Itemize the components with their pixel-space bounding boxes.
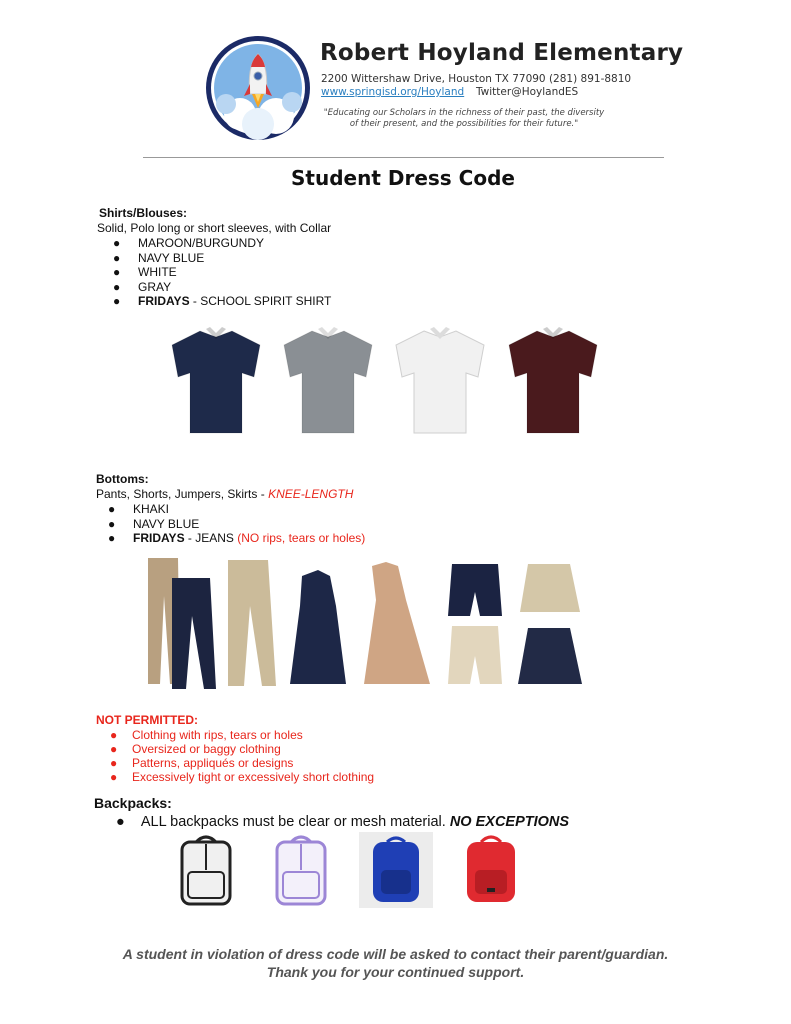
list-item: ● KHAKI (108, 502, 170, 516)
school-address: 2200 Wittershaw Drive, Houston TX 77090 (281) 891-8810 (321, 73, 632, 85)
bottoms-section (96, 472, 365, 546)
red-mesh-backpack-icon (455, 832, 527, 908)
website-link[interactable]: www.springisd.org/Hoyland (321, 86, 465, 98)
list-item: ● Oversized or baggy clothing (110, 742, 281, 756)
page-title: Student Dress Code (291, 166, 515, 190)
not-permitted-list (95, 728, 374, 784)
school-motto (316, 108, 612, 130)
bottoms-color-list (96, 502, 365, 546)
list-item: ● Patterns, appliqués or designs (110, 756, 294, 770)
not-permitted-heading: NOT PERMITTED: (96, 713, 198, 727)
list-item: ● Excessively tight or excessively short clothing (110, 770, 375, 784)
list-item: ● Clothing with rips, tears or holes (110, 728, 303, 742)
header-divider (143, 157, 664, 158)
list-item: ● WHITE (113, 265, 177, 279)
school-name: Robert Hoyland Elementary (320, 40, 684, 66)
shirts-color-list (101, 236, 331, 309)
list-item: ● GRAY (113, 279, 172, 294)
white-polo-shirt-icon (394, 325, 486, 437)
list-item: ● NAVY BLUE (113, 250, 205, 265)
footer-line-2: Thank you for your continued support. (266, 964, 525, 980)
motto-line-2: of their present, and the possibilities for their future." (349, 119, 579, 129)
uniform-bottoms-icon (140, 556, 592, 691)
shirts-section (99, 206, 331, 309)
list-item: ● FRIDAYS - JEANS (NO rips, tears or holes) (108, 531, 366, 545)
navy-polo-shirt-icon (170, 325, 262, 437)
footer-note (0, 945, 791, 981)
gray-polo-shirt-icon (282, 325, 374, 437)
bottoms-heading: Bottoms: (96, 472, 149, 486)
list-item: ● NAVY BLUE (108, 516, 200, 531)
list-item: ● FRIDAYS - SCHOOL SPIRIT SHIRT (113, 294, 332, 308)
clear-purple-backpack-icon (265, 832, 337, 908)
knee-length-note: KNEE-LENGTH (268, 487, 354, 501)
blue-mesh-backpack-icon (359, 832, 433, 908)
motto-line-1: "Educating our Scholars in the richness of their past, the diversity (323, 108, 605, 118)
maroon-polo-shirt-icon (507, 325, 599, 437)
list-item: ● MAROON/BURGUNDY (113, 236, 265, 250)
no-exceptions-emphasis: NO EXCEPTIONS (449, 814, 570, 830)
clear-black-backpack-icon (170, 832, 242, 908)
shirts-description: Solid, Polo long or short sleeves, with Collar (97, 221, 332, 235)
footer-line-1: A student in violation of dress code will be asked to contact their parent/guardian. (122, 946, 669, 962)
rocket-logo-icon (204, 34, 312, 142)
twitter-handle: Twitter@HoylandES (476, 86, 579, 98)
shirts-heading: Shirts/Blouses: (99, 206, 188, 220)
bottoms-description: Pants, Shorts, Jumpers, Skirts - KNEE-LENGTH (96, 487, 354, 501)
backpacks-heading: Backpacks: (94, 795, 172, 811)
backpacks-rule: ● ALL backpacks must be clear or mesh material. NO EXCEPTIONS (116, 814, 570, 830)
